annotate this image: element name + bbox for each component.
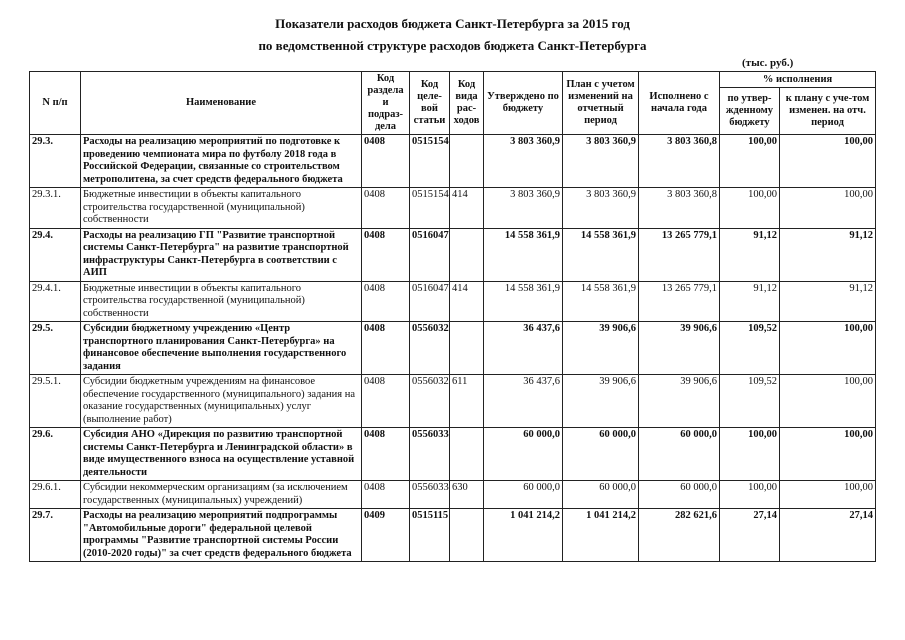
cell-plan: 3 803 360,9	[563, 135, 639, 188]
cell-num: 29.5.1.	[30, 375, 81, 428]
cell-plan: 60 000,0	[563, 481, 639, 509]
cell-name: Расходы на реализацию мероприятий подпрограммы "Автомобильные дороги" федеральной целевой программы "Развитие транспортной системы России (2010-2020 годы)" за счет средств федерального бюджета	[81, 509, 362, 562]
cell-statya: 0556032	[410, 375, 450, 428]
cell-pct-approved: 100,00	[720, 135, 780, 188]
cell-executed: 39 906,6	[639, 375, 720, 428]
table-row	[30, 188, 876, 229]
cell-executed: 3 803 360,8	[639, 188, 720, 229]
cell-plan: 1 041 214,2	[563, 509, 639, 562]
cell-name: Субсидия АНО «Дирекция по развитию транспортной системы Санкт-Петербурга и Ленинградской области» в виде имущественного взноса на осуществление уставной деятельности	[81, 428, 362, 481]
table-row	[30, 322, 876, 375]
cell-name: Бюджетные инвестиции в объекты капитального строительства государственной (муниципальной) собственности	[81, 281, 362, 322]
cell-statya: 0556033	[410, 481, 450, 509]
cell-pct-approved: 109,52	[720, 375, 780, 428]
cell-razdel: 0408	[362, 188, 410, 229]
cell-executed: 13 265 779,1	[639, 281, 720, 322]
table-row	[30, 375, 876, 428]
cell-razdel: 0408	[362, 375, 410, 428]
cell-razdel: 0408	[362, 481, 410, 509]
cell-razdel: 0408	[362, 228, 410, 281]
cell-razdel: 0408	[362, 135, 410, 188]
table-row	[30, 509, 876, 562]
col-header-plan: План с учетом изменений на отчетный период	[563, 72, 639, 135]
budget-table	[29, 71, 876, 562]
cell-vid: 414	[450, 281, 484, 322]
cell-num: 29.7.	[30, 509, 81, 562]
cell-statya: 0515115	[410, 509, 450, 562]
table-row	[30, 481, 876, 509]
col-header-razdel: Код раздела и подраз-дела	[362, 72, 410, 135]
cell-razdel: 0408	[362, 428, 410, 481]
cell-vid	[450, 509, 484, 562]
cell-approved: 14 558 361,9	[484, 281, 563, 322]
cell-pct-plan: 100,00	[780, 375, 876, 428]
cell-name: Субсидии бюджетным учреждениям на финансовое обеспечение государственного (муниципального) задания на оказание государственных (муниципальных) услуг (выполнение работ)	[81, 375, 362, 428]
cell-executed: 60 000,0	[639, 481, 720, 509]
cell-pct-plan: 91,12	[780, 281, 876, 322]
cell-name: Расходы на реализацию ГП "Развитие транспортной системы Санкт-Петербурга" на развитие транспортной инфраструктуры Санкт-Петербурга в соответствии с АИП	[81, 228, 362, 281]
table-row	[30, 281, 876, 322]
cell-approved: 36 437,6	[484, 322, 563, 375]
cell-vid: 611	[450, 375, 484, 428]
cell-pct-approved: 91,12	[720, 228, 780, 281]
col-header-executed: Исполнено с начала года	[639, 72, 720, 135]
cell-pct-approved: 100,00	[720, 481, 780, 509]
units-label: (тыс. руб.)	[742, 57, 794, 69]
cell-pct-plan: 27,14	[780, 509, 876, 562]
cell-approved: 14 558 361,9	[484, 228, 563, 281]
cell-executed: 39 906,6	[639, 322, 720, 375]
cell-vid	[450, 322, 484, 375]
cell-pct-plan: 100,00	[780, 428, 876, 481]
cell-name: Расходы на реализацию мероприятий по подготовке к проведению чемпионата мира по футболу 2018 года в Российской Федерации, связанные со строительством метрополитена, за счет средств федерального бюджета	[81, 135, 362, 188]
cell-plan: 60 000,0	[563, 428, 639, 481]
cell-approved: 60 000,0	[484, 428, 563, 481]
cell-pct-approved: 27,14	[720, 509, 780, 562]
cell-pct-approved: 100,00	[720, 428, 780, 481]
cell-num: 29.6.1.	[30, 481, 81, 509]
cell-num: 29.5.	[30, 322, 81, 375]
cell-executed: 13 265 779,1	[639, 228, 720, 281]
cell-name: Бюджетные инвестиции в объекты капитального строительства государственной (муниципальной) собственности	[81, 188, 362, 229]
cell-pct-plan: 100,00	[780, 481, 876, 509]
cell-plan: 14 558 361,9	[563, 228, 639, 281]
table-row	[30, 228, 876, 281]
report-subtitle: по ведомственной структуре расходов бюджета Санкт-Петербурга	[258, 38, 647, 53]
cell-vid	[450, 428, 484, 481]
cell-vid: 414	[450, 188, 484, 229]
cell-statya: 0516047	[410, 281, 450, 322]
cell-statya: 0515154	[410, 188, 450, 229]
cell-razdel: 0408	[362, 322, 410, 375]
cell-approved: 3 803 360,9	[484, 188, 563, 229]
col-header-name: Наименование	[81, 72, 362, 135]
cell-vid	[450, 135, 484, 188]
cell-num: 29.4.1.	[30, 281, 81, 322]
report-title: Показатели расходов бюджета Санкт-Петербурга за 2015 год	[275, 16, 630, 31]
table-body	[30, 135, 876, 562]
cell-plan: 3 803 360,9	[563, 188, 639, 229]
cell-vid	[450, 228, 484, 281]
cell-vid: 630	[450, 481, 484, 509]
cell-approved: 60 000,0	[484, 481, 563, 509]
cell-pct-approved: 91,12	[720, 281, 780, 322]
cell-pct-plan: 100,00	[780, 188, 876, 229]
cell-pct-plan: 91,12	[780, 228, 876, 281]
cell-pct-approved: 100,00	[720, 188, 780, 229]
cell-pct-approved: 109,52	[720, 322, 780, 375]
cell-statya: 0516047	[410, 228, 450, 281]
cell-pct-plan: 100,00	[780, 135, 876, 188]
cell-name: Субсидии некоммерческим организациям (за исключением государственных (муниципальных) учреждений)	[81, 481, 362, 509]
cell-razdel: 0409	[362, 509, 410, 562]
col-header-pct-approved: по утвер-жденному бюджету	[720, 88, 780, 135]
col-header-num: N п/п	[30, 72, 81, 135]
cell-num: 29.6.	[30, 428, 81, 481]
cell-num: 29.4.	[30, 228, 81, 281]
cell-plan: 39 906,6	[563, 322, 639, 375]
col-header-statya: Код целе-вой статьи	[410, 72, 450, 135]
cell-executed: 282 621,6	[639, 509, 720, 562]
cell-num: 29.3.1.	[30, 188, 81, 229]
cell-plan: 14 558 361,9	[563, 281, 639, 322]
col-header-pct-plan: к плану с уче-том изменен. на отч. период	[780, 88, 876, 135]
cell-pct-plan: 100,00	[780, 322, 876, 375]
table-row	[30, 135, 876, 188]
cell-razdel: 0408	[362, 281, 410, 322]
cell-plan: 39 906,6	[563, 375, 639, 428]
cell-approved: 1 041 214,2	[484, 509, 563, 562]
col-header-approved: Утверждено по бюджету	[484, 72, 563, 135]
col-header-pct-group: % исполнения	[720, 72, 876, 88]
cell-statya: 0515154	[410, 135, 450, 188]
col-header-vid: Код вида рас-ходов	[450, 72, 484, 135]
cell-executed: 3 803 360,8	[639, 135, 720, 188]
cell-name: Субсидии бюджетному учреждению «Центр транспортного планирования Санкт-Петербурга» на финансовое обеспечение выполнения государственного задания	[81, 322, 362, 375]
cell-num: 29.3.	[30, 135, 81, 188]
cell-approved: 3 803 360,9	[484, 135, 563, 188]
table-row	[30, 428, 876, 481]
cell-executed: 60 000,0	[639, 428, 720, 481]
cell-approved: 36 437,6	[484, 375, 563, 428]
cell-statya: 0556032	[410, 322, 450, 375]
cell-statya: 0556033	[410, 428, 450, 481]
